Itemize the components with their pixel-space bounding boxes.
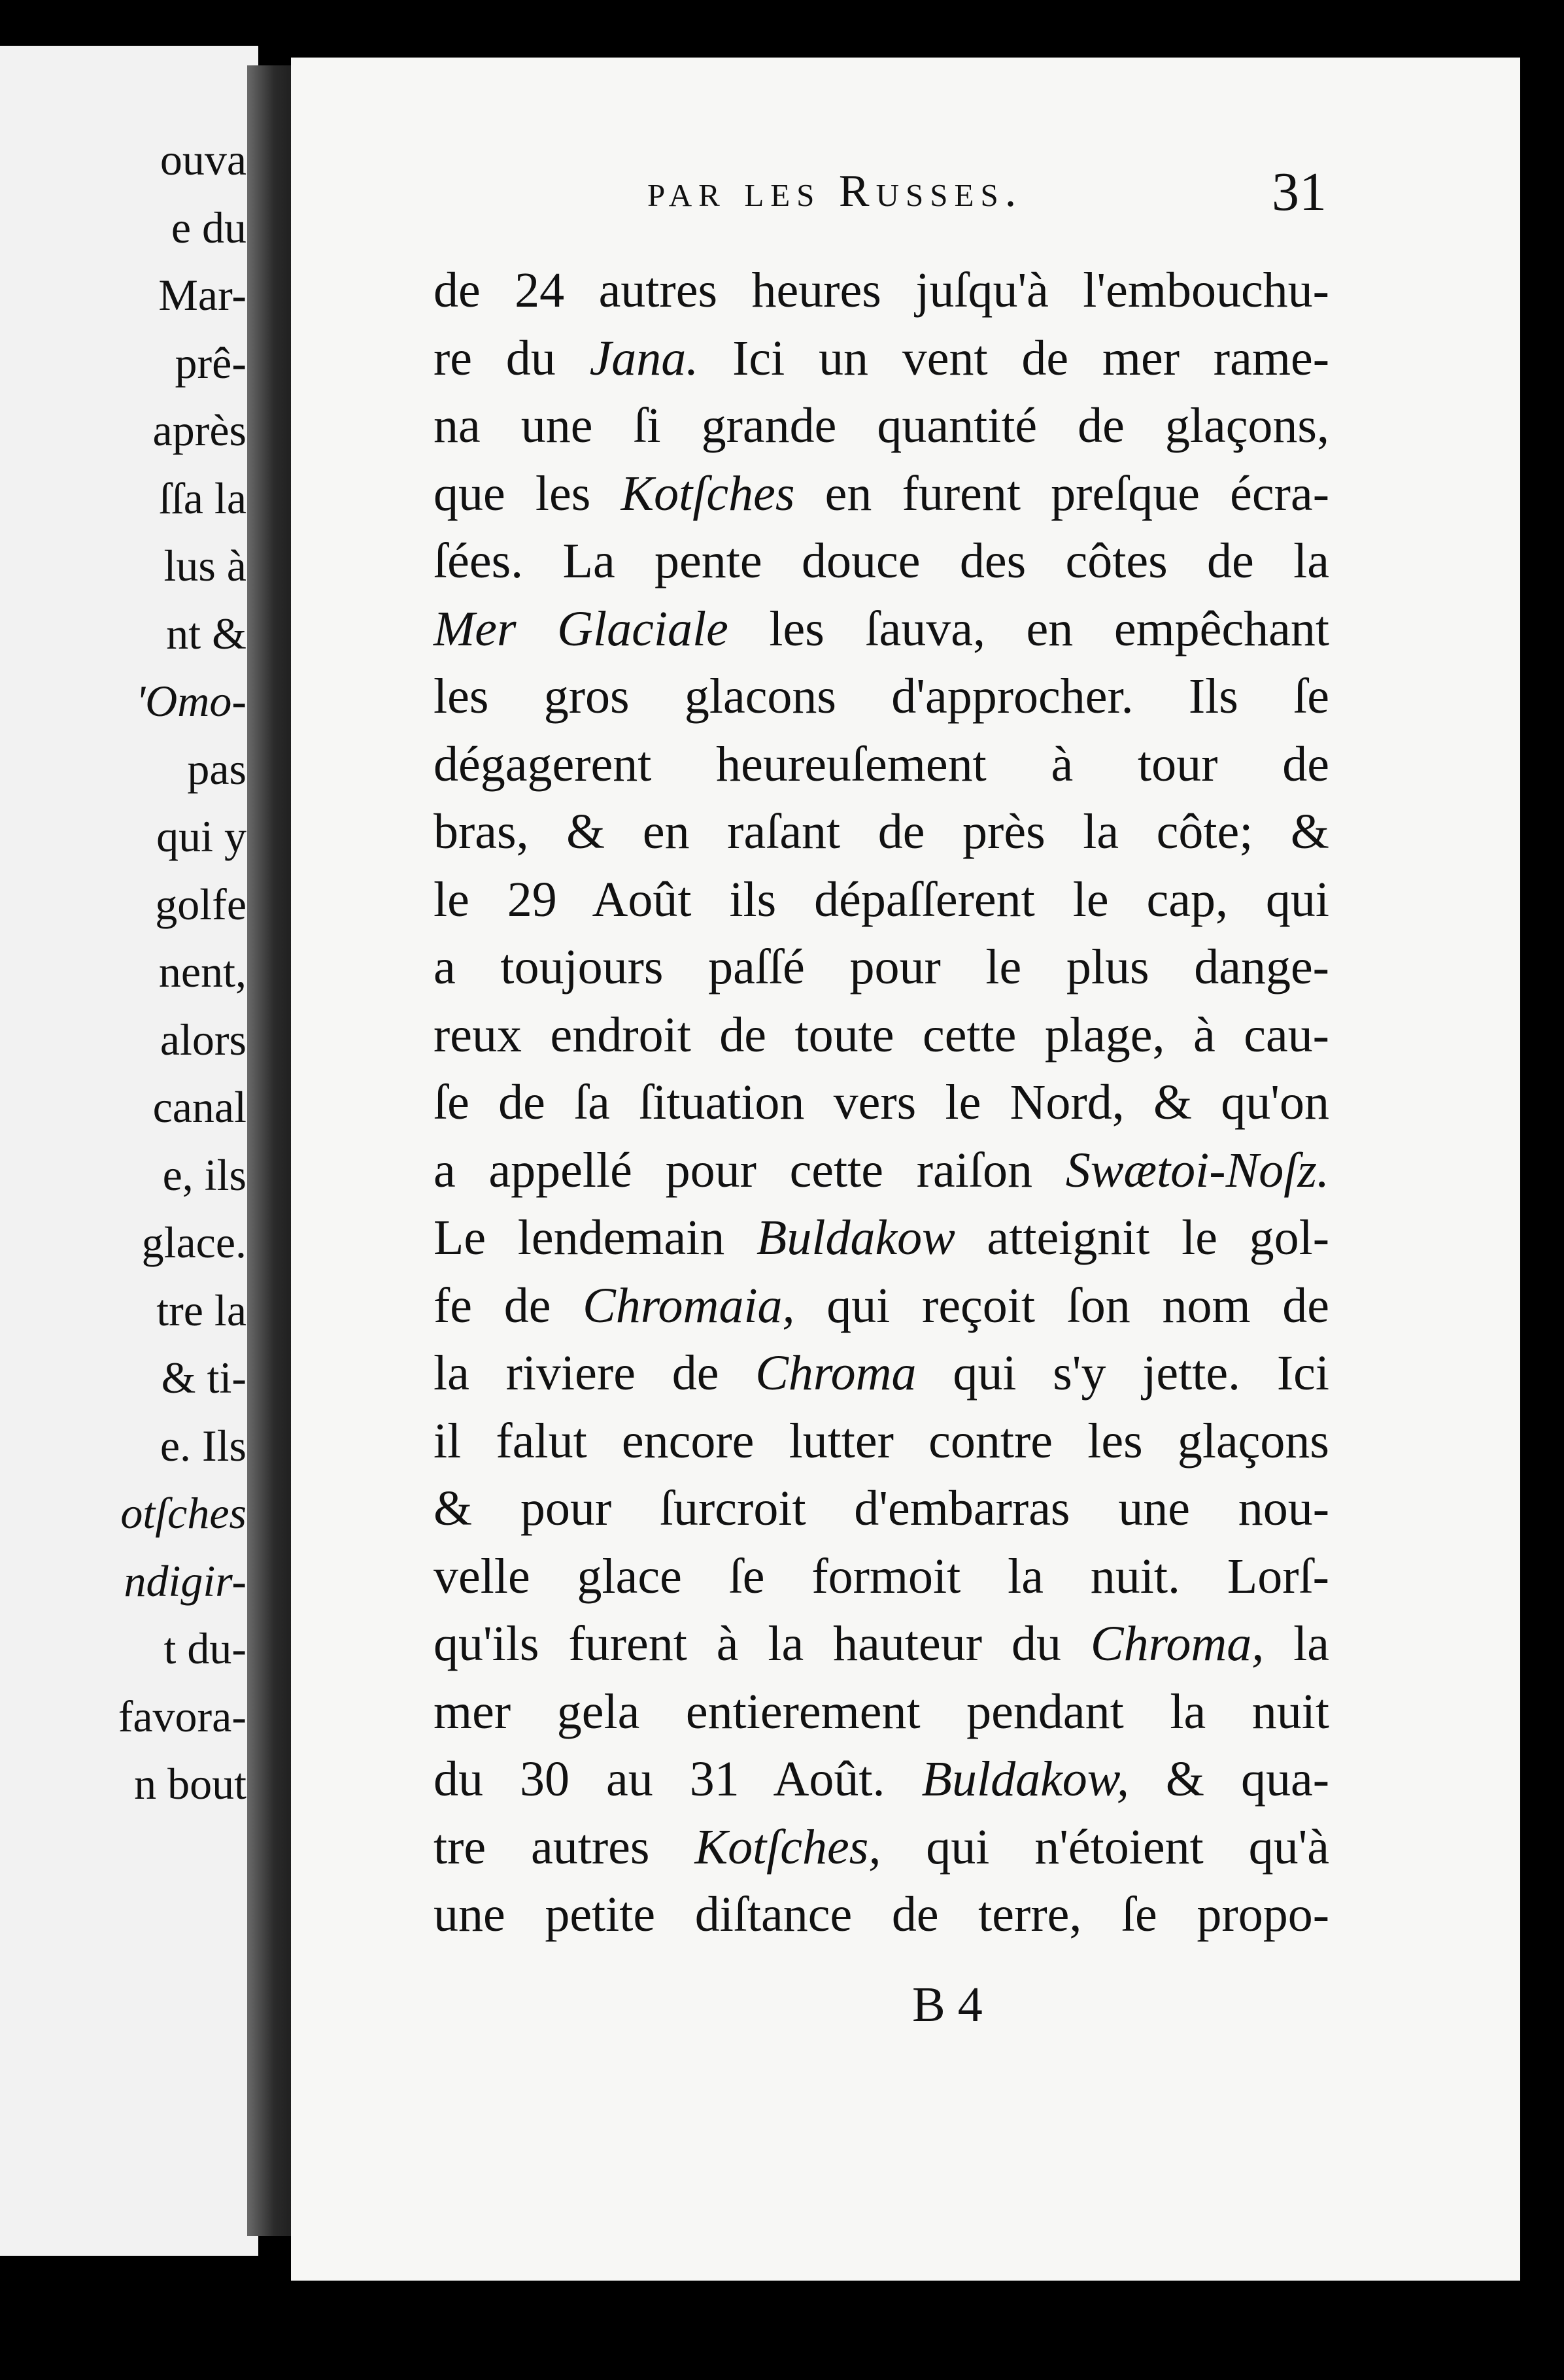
left-page-line: glace. [141, 1217, 246, 1267]
left-page-line: favora- [118, 1691, 246, 1741]
left-page-line: nent, [158, 947, 246, 996]
text-line: mer gela entierement pendant la nuit [434, 1684, 1329, 1739]
left-page-line: e, ils [162, 1149, 246, 1200]
text-line: fe de Chromaia, qui reçoit ſon nom de [434, 1278, 1329, 1333]
left-page-line: ouva [160, 135, 246, 184]
text-line: ſées. La pente douce des côtes de la [434, 534, 1329, 588]
text-line: a toujours paſſé pour le plus dange- [434, 940, 1329, 994]
running-head: par les Russes. [647, 166, 1023, 216]
italic-proper-noun: Swætoi-Noſz. [1065, 1142, 1329, 1198]
text-line: du 30 au 31 Août. Buldakow, & qua- [434, 1752, 1330, 1807]
italic-proper-noun: Chromaia, [583, 1278, 795, 1333]
italic-proper-noun: Chroma, [1090, 1616, 1265, 1671]
left-page-line: nt & [166, 608, 246, 658]
text-line: ſe de ſa ſituation vers le Nord, & qu'on [434, 1075, 1329, 1130]
text-line: que les Kotſches en furent preſque écra- [434, 466, 1329, 521]
text-line: a appellé pour cette raiſon Swætoi-Noſz. [434, 1142, 1329, 1198]
left-page-line: qui y [156, 811, 246, 861]
italic-proper-noun: Kotſches [620, 466, 795, 521]
text-line: qu'ils furent à la hauteur du Chroma, la [434, 1616, 1329, 1671]
italic-proper-noun: Mer Glaciale [434, 601, 728, 656]
page-header [291, 162, 1520, 224]
italic-proper-noun: Chroma [755, 1346, 917, 1401]
right-page [291, 58, 1520, 2281]
text-line: Le lendemain Buldakow atteignit le gol- [434, 1210, 1329, 1265]
italic-proper-noun: Buldakow [756, 1210, 955, 1265]
left-page-line: n bout [134, 1759, 246, 1809]
left-page-line: tre la [156, 1285, 246, 1335]
left-page-line: otſches [120, 1488, 246, 1538]
italic-proper-noun: Kotſches, [694, 1819, 881, 1875]
text-line: de 24 autres heures juſqu'à l'embouchu- [434, 263, 1329, 318]
text-line: tre autres Kotſches, qui n'étoient qu'à [434, 1819, 1330, 1875]
text-line: la riviere de Chroma qui s'y jette. Ici [434, 1346, 1329, 1401]
text-line: reux endroit de toute cette plage, à cau- [434, 1007, 1329, 1062]
text-line: une petite diſtance de terre, ſe propo- [434, 1887, 1329, 1942]
signature-mark: B 4 [912, 1977, 983, 2032]
body-text [434, 257, 1329, 1949]
text-line: na une ſi grande quantité de glaçons, [434, 398, 1329, 453]
text-line: & pour ſurcroit d'embarras une nou- [434, 1481, 1329, 1536]
text-line: velle glace ſe formoit la nuit. Lorſ- [434, 1548, 1329, 1604]
text-line: re du Jana. Ici un vent de mer rame- [434, 330, 1329, 386]
left-page-line: & ti- [161, 1353, 246, 1402]
text-line: il falut encore lutter contre les glaçons [434, 1413, 1329, 1469]
left-page-line: canal [152, 1082, 246, 1132]
text-line: bras, & en raſant de près la côte; & [434, 804, 1329, 859]
left-page-line: alors [160, 1014, 246, 1064]
text-line: les gros glacons d'approcher. Ils ſe [434, 669, 1329, 724]
left-page-line: lus à [163, 541, 246, 590]
left-page-line: t du- [163, 1624, 246, 1673]
left-page-line: golfe [155, 879, 246, 929]
italic-proper-noun: Buldakow, [921, 1752, 1129, 1807]
left-page-line: prê- [175, 337, 246, 388]
page-number: 31 [1272, 162, 1327, 222]
text-line: le 29 Août ils dépaſſerent le cap, qui [434, 872, 1329, 927]
left-page-fragment [0, 46, 258, 2256]
italic-proper-noun: Jana. [589, 330, 699, 386]
left-page-line: Mar- [158, 270, 246, 320]
text-line: Mer Glaciale les ſauva, en empêchant [434, 601, 1329, 656]
left-page-line: pas [187, 743, 246, 794]
left-page-line: 'Omo- [135, 676, 246, 726]
left-page-line: e. Ils [160, 1420, 246, 1470]
left-page-line: e du [171, 202, 246, 252]
text-line: dégagerent heureuſement à tour de [434, 736, 1329, 792]
left-page-line: ndigir- [124, 1556, 246, 1606]
left-page-line: après [152, 405, 246, 455]
left-page-line: ſſa la [158, 473, 246, 523]
